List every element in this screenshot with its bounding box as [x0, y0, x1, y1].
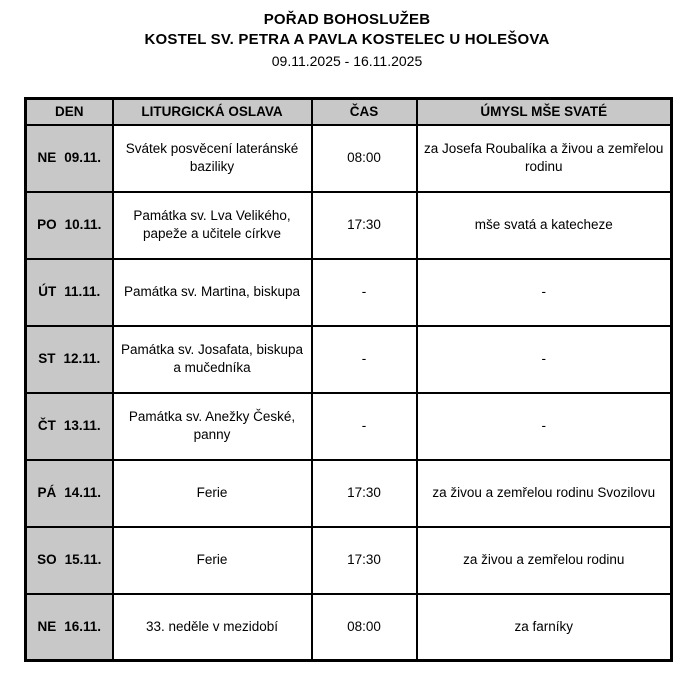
celebration-cell: Památka sv. Josafata, biskupa a mučedníka: [113, 326, 312, 393]
celebration-cell: Ferie: [113, 527, 312, 594]
time-cell: -: [312, 326, 417, 393]
page-title: POŘAD BOHOSLUŽEB: [263, 11, 431, 28]
day-cell: [26, 527, 113, 594]
time-cell: 17:30: [312, 192, 417, 259]
celebration-cell: Ferie: [113, 460, 312, 527]
day-date: 11.11.: [64, 283, 101, 299]
day-date: 09.11.: [64, 149, 102, 165]
intention-cell: za živou a zemřelou rodinu Svozilovu: [417, 460, 672, 527]
title-block: [0, 10, 694, 70]
time-cell: -: [312, 393, 417, 460]
time-cell: 17:30: [312, 527, 417, 594]
day-date: 13.11.: [63, 417, 101, 433]
table-row: [26, 393, 672, 460]
intention-cell: -: [417, 259, 672, 326]
table-header-row: [26, 99, 672, 125]
day-date: 10.11.: [64, 216, 102, 232]
day-date: 12.11.: [63, 350, 101, 366]
time-cell: 08:00: [312, 125, 417, 192]
day-cell: [26, 326, 113, 393]
celebration-cell: Svátek posvěcení lateránské baziliky: [113, 125, 312, 192]
celebration-cell: Památka sv. Martina, biskupa: [113, 259, 312, 326]
day-cell: [26, 460, 113, 527]
day-abbr: ČT: [37, 417, 56, 433]
table-row: [26, 259, 672, 326]
intention-cell: -: [417, 393, 672, 460]
day-abbr: PO: [37, 216, 57, 232]
day-cell: [26, 125, 113, 192]
day-cell: [26, 393, 113, 460]
column-header-intention: ÚMYSL MŠE SVATÉ: [417, 99, 672, 125]
intention-cell: mše svatá a katecheze: [417, 192, 672, 259]
intention-cell: -: [417, 326, 672, 393]
celebration-cell: Památka sv. Anežky České, panny: [113, 393, 312, 460]
table-row: [26, 594, 672, 661]
column-header-time: ČAS: [312, 99, 417, 125]
schedule-table: [24, 97, 673, 662]
day-abbr: ST: [38, 350, 56, 366]
day-abbr: PÁ: [37, 484, 57, 500]
column-header-day: DEN: [26, 99, 113, 125]
table-row: [26, 192, 672, 259]
day-abbr: SO: [37, 551, 57, 567]
table-row: [26, 326, 672, 393]
intention-cell: za Josefa Roubalíka a živou a zemřelou rodinu: [417, 125, 672, 192]
day-cell: [26, 594, 113, 661]
page-subtitle: KOSTEL SV. PETRA A PAVLA KOSTELEC U HOLEŠOVA: [144, 31, 550, 49]
column-header-celebration: LITURGICKÁ OSLAVA: [113, 99, 312, 125]
day-abbr: ÚT: [38, 283, 57, 299]
day-date: 14.11.: [64, 484, 102, 500]
table-row: [26, 527, 672, 594]
celebration-cell: 33. neděle v mezidobí: [113, 594, 312, 661]
day-date: 16.11.: [64, 618, 102, 634]
table-row: [26, 460, 672, 527]
intention-cell: za živou a zemřelou rodinu: [417, 527, 672, 594]
date-range: 09.11.2025 - 16.11.2025: [271, 52, 423, 69]
time-cell: -: [312, 259, 417, 326]
day-cell: [26, 192, 113, 259]
day-abbr: NE: [37, 618, 57, 634]
time-cell: 17:30: [312, 460, 417, 527]
celebration-cell: Památka sv. Lva Velikého, papeže a učitele církve: [113, 192, 312, 259]
intention-cell: za farníky: [417, 594, 672, 661]
day-abbr: NE: [37, 149, 57, 165]
day-date: 15.11.: [64, 551, 102, 567]
time-cell: 08:00: [312, 594, 417, 661]
day-cell: [26, 259, 113, 326]
table-row: [26, 125, 672, 192]
